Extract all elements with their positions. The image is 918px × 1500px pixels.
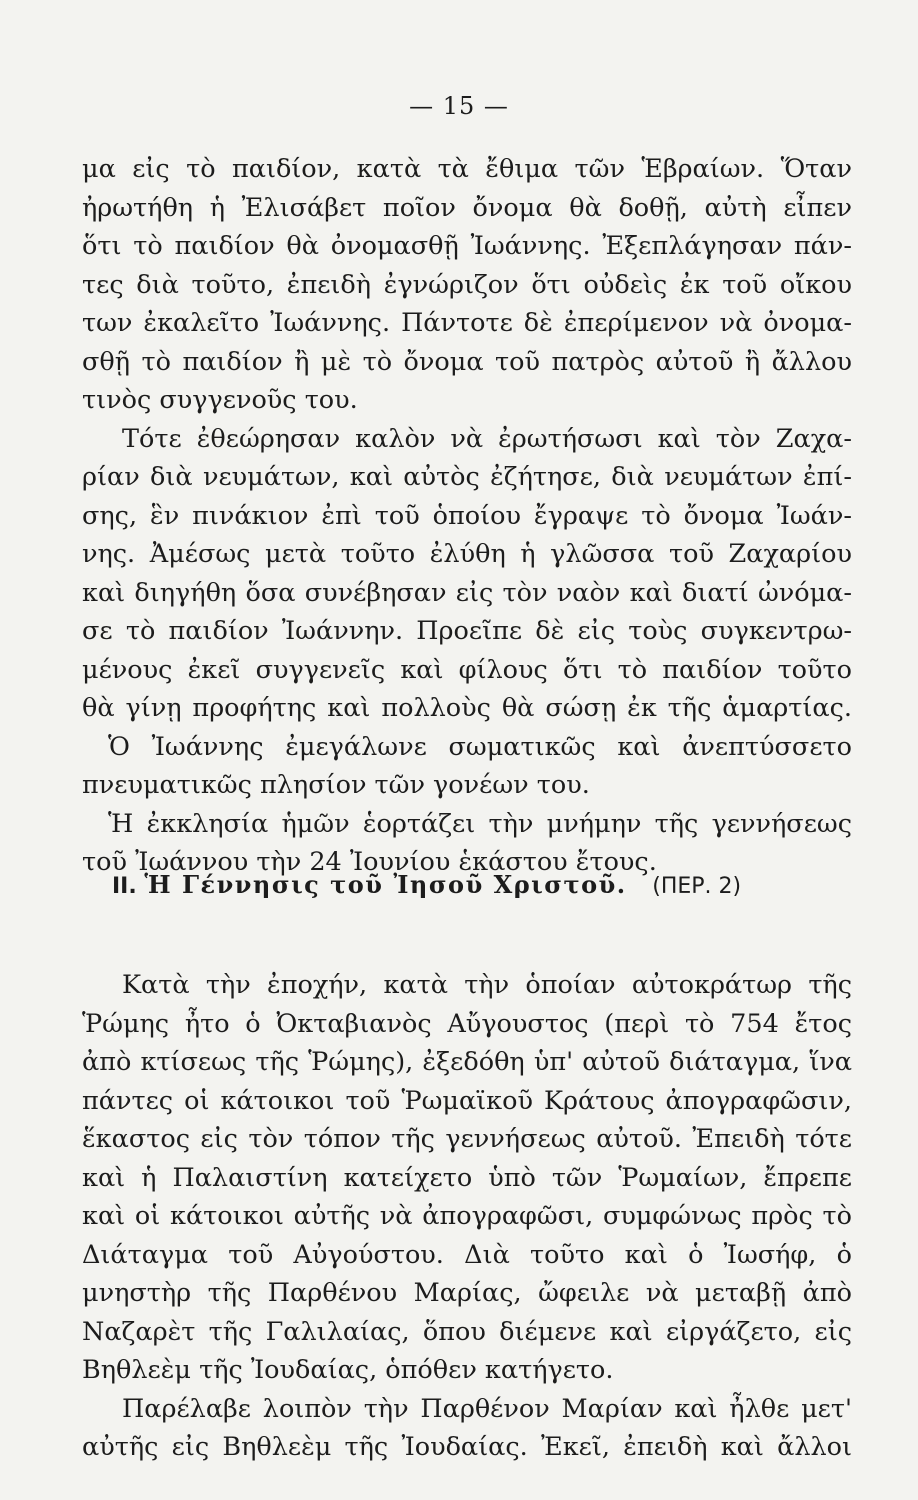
text-line: των ἐκαλεῖτο Ἰωάννης. Πάντοτε δὲ ἐπερίμενον νὰ ὀνομα- — [82, 308, 852, 338]
text-line: μένους ἐκεῖ συγγενεῖς καὶ φίλους ὅτι τὸ παιδίον τοῦτο — [82, 654, 852, 685]
text-line: νης. Ἀμέσως μετὰ τοῦτο ἐλύθη ἡ γλῶσσα τοῦ Ζαχαρίου — [82, 539, 852, 569]
text-line: Ὁ Ἰωάννης ἐμεγάλωνε σωματικῶς καὶ ἀνεπτύσσετο — [108, 731, 852, 762]
text-line: σης, ἓν πινάκιον ἐπὶ τοῦ ὁποίου ἔγραψε τὸ ὄνομα Ἰωάν- — [82, 500, 852, 531]
page-number: — 15 — — [409, 92, 509, 120]
text-line: Κατὰ τὴν ἐποχήν, κατὰ τὴν ὁποίαν αὐτοκράτωρ τῆς — [122, 970, 852, 1000]
section-two-text — [82, 966, 852, 1467]
text-line: σε τὸ παιδίον Ἰωάννην. Προεῖπε δὲ εἰς τοὺς συγκεντρω- — [82, 616, 852, 646]
section-heading — [112, 866, 852, 906]
text-line: ἕκαστος εἰς τὸν τόπον τῆς γεννήσεως αὐτοῦ. Ἐπειδὴ τότε — [82, 1124, 852, 1154]
text-line: Τότε ἐθεώρησαν καλὸν νὰ ἐρωτήσωσι καὶ τὸν Ζαχα- — [122, 423, 852, 454]
section-one-text — [82, 150, 852, 882]
text-line: Διάταγμα τοῦ Αὐγούστου. Διὰ τοῦτο καὶ ὁ Ἰωσήφ, ὁ — [82, 1239, 852, 1270]
text-line: ὅτι τὸ παιδίον θὰ ὀνομασθῇ Ἰωάννης. Ἐξεπλάγησαν πάν- — [82, 231, 852, 261]
text-line: τινὸς συγγενοῦς του. — [82, 385, 358, 415]
text-line: μα εἰς τὸ παιδίον, κατὰ τὰ ἔθιμα τῶν Ἑβραίων. Ὅταν — [82, 154, 852, 184]
text-line: σθῇ τὸ παιδίον ἢ μὲ τὸ ὄνομα τοῦ πατρὸς αὐτοῦ ἢ ἄλλου — [82, 346, 852, 377]
section-heading-reference: (ΠΕΡ. 2) — [652, 874, 742, 899]
section-heading-number: II. — [112, 874, 137, 899]
text-line: Ναζαρὲτ τῆς Γαλιλαίας, ὅπου διέμενε καὶ εἰργάζετο, εἰς — [82, 1316, 852, 1347]
text-line: πνευματικῶς πλησίον τῶν γονέων του. — [82, 770, 590, 800]
text-line: ρίαν διὰ νευμάτων, καὶ αὐτὸς ἐζήτησε, διὰ νευμάτων ἐπί- — [82, 462, 852, 492]
text-line: αὐτῆς εἰς Βηθλεὲμ τῆς Ἰουδαίας. Ἐκεῖ, ἐπειδὴ καὶ ἄλλοι — [82, 1432, 852, 1462]
text-line: θὰ γίνῃ προφήτης καὶ πολλοὺς θὰ σώσῃ ἐκ τῆς ἁμαρτίας. — [82, 693, 852, 723]
text-line: μνηστὴρ τῆς Παρθένου Μαρίας, ὤφειλε νὰ μεταβῇ ἀπὸ — [82, 1278, 852, 1308]
text-line: Παρέλαβε λοιπὸν τὴν Παρθένον Μαρίαν καὶ ἦλθε μετ' — [122, 1393, 852, 1424]
text-line: καὶ διηγήθη ὅσα συνέβησαν εἰς τὸν ναὸν καὶ διατί ὠνόμα- — [82, 577, 852, 608]
text-line: τοῦ Ἰωάννου τὴν 24 Ἰουνίου ἑκάστου ἔτους. — [82, 847, 657, 877]
text-line: καὶ οἱ κάτοικοι αὐτῆς νὰ ἀπογραφῶσι, συμφώνως πρὸς τὸ — [82, 1201, 852, 1231]
text-line: Ῥώμης ἦτο ὁ Ὀκταβιανὸς Αὔγουστος (περὶ τὸ 754 ἔτος — [82, 1008, 852, 1039]
text-line: ἀπὸ κτίσεως τῆς Ῥώμης), ἐξεδόθη ὑπ' αὐτοῦ διάταγμα, ἵνα — [82, 1047, 852, 1077]
text-line: Βηθλεὲμ τῆς Ἰουδαίας, ὁπόθεν κατήγετο. — [82, 1355, 614, 1385]
text-line: τες διὰ τοῦτο, ἐπειδὴ ἐγνώριζον ὅτι οὐδεὶς ἐκ τοῦ οἴκου — [82, 269, 852, 300]
text-line: ἠρωτήθη ἡ Ἐλισάβετ ποῖον ὄνομα θὰ δοθῇ, αὐτὴ εἶπεν — [82, 192, 852, 223]
text-line: Ἡ ἐκκλησία ἡμῶν ἑορτάζει τὴν μνήμην τῆς γεννήσεως — [108, 808, 852, 839]
section-heading-title: Ἡ Γέννησις τοῦ Ἰησοῦ Χριστοῦ. — [144, 870, 627, 899]
text-line: καὶ ἡ Παλαιστίνη κατείχετο ὑπὸ τῶν Ῥωμαίων, ἔπρεπε — [82, 1162, 852, 1193]
text-line: πάντες οἱ κάτοικοι τοῦ Ῥωμαϊκοῦ Κράτους ἀπογραφῶσιν, — [82, 1085, 852, 1116]
